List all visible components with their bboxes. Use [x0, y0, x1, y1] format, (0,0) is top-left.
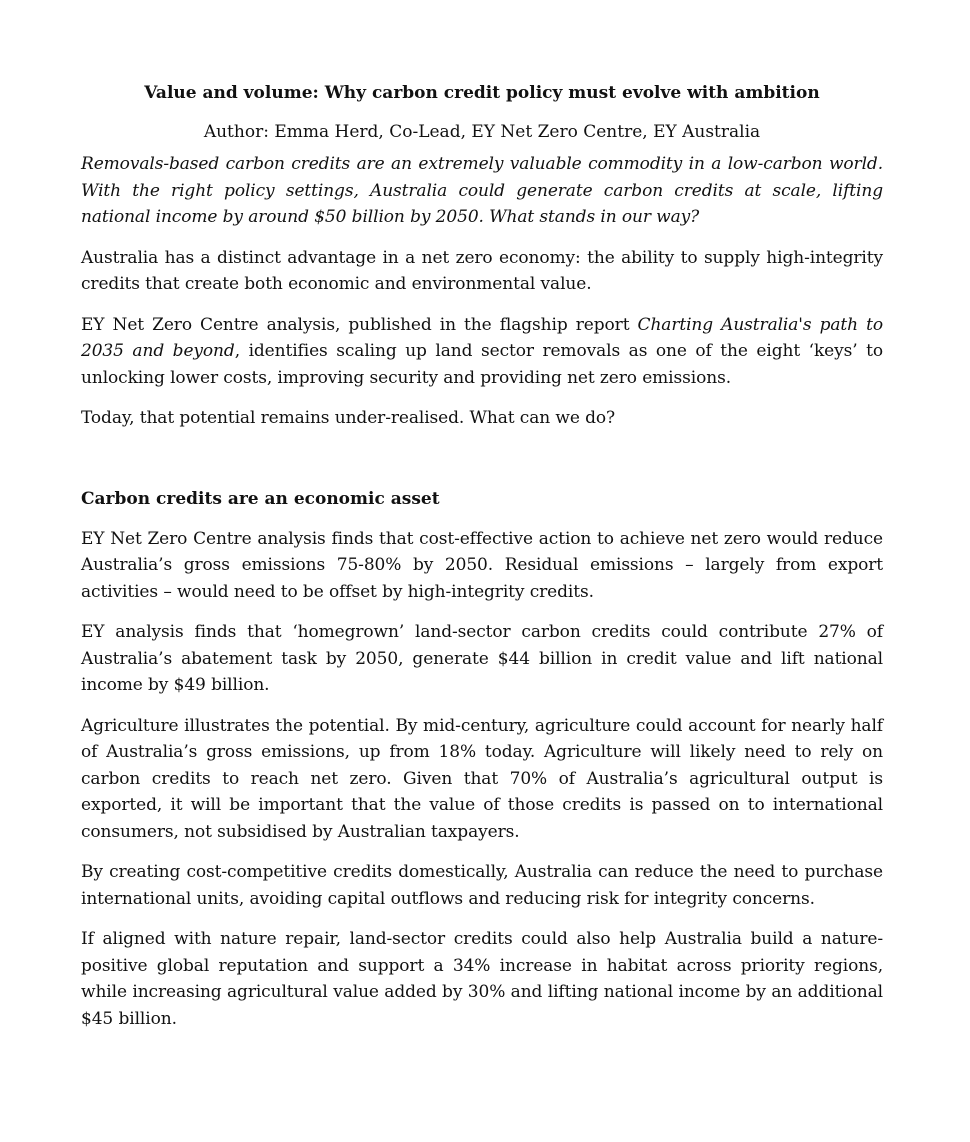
report-title: Charting Australia's path to 2035 and beyond [81, 314, 883, 361]
section-paragraph: Agriculture illustrates the potential. By mid-century, agriculture could account for nearly half of Australia’s gross emissions, up from 18% today. Agriculture will likely need to rely on carbon credits to reach net zero. Given that 70% of Australia’s agricultural output is exported, it will be important that the value of those credits is passed on to international consumers, not subsidised by Australian taxpayers. [81, 715, 883, 842]
section-paragraph: If aligned with nature repair, land-sector credits could also help Australia build a nature-positive global reputation and support a 34% increase in habitat across priority regions, while increasing agricultural value added by 30% and lifting national income by an additional $45 billion. [81, 929, 883, 1029]
section-heading: Carbon credits are an economic asset [81, 488, 440, 509]
author-line: Author: Emma Herd, Co-Lead, EY Net Zero Centre, EY Australia [203, 122, 761, 142]
section-paragraph: By creating cost-competitive credits domestically, Australia can reduce the need to purchase international units, avoiding capital outflows and reducing risk for integrity concerns. [81, 862, 883, 909]
section-paragraph: EY Net Zero Centre analysis finds that cost-effective action to achieve net zero would reduce Australia’s gross emissions 75-80% by 2050. Residual emissions – largely from export activities – would need to be offset by high-integrity credits. [81, 528, 883, 602]
document-page [81, 80, 883, 1046]
paragraph-advantage: Australia has a distinct advantage in a net zero economy: the ability to supply high-integrity credits that create both economic and environmental value. [81, 247, 883, 294]
paragraph-report-lead: EY Net Zero Centre analysis, published in the flagship report [81, 314, 638, 335]
intro-paragraph: Removals-based carbon credits are an extremely valuable commodity in a low-carbon world. With the right policy settings, Australia could generate carbon credits at scale, lifting national income by around $50 billion by 2050. What stands in our way? [81, 154, 883, 227]
section-paragraph: EY analysis finds that ‘homegrown’ land-sector carbon credits could contribute 27% of Australia’s abatement task by 2050, generate $44 billion in credit value and lift national income by $49 billion. [81, 622, 883, 695]
paragraph-potential: Today, that potential remains under-realised. What can we do? [81, 408, 616, 428]
document-title: Value and volume: Why carbon credit policy must evolve with ambition [144, 83, 820, 103]
paragraph-report [81, 312, 883, 392]
paragraph-report-rest: , identifies scaling up land sector removals as one of the eight ‘keys’ to unlocking lower costs, improving security and providing net zero emissions. [81, 341, 883, 388]
